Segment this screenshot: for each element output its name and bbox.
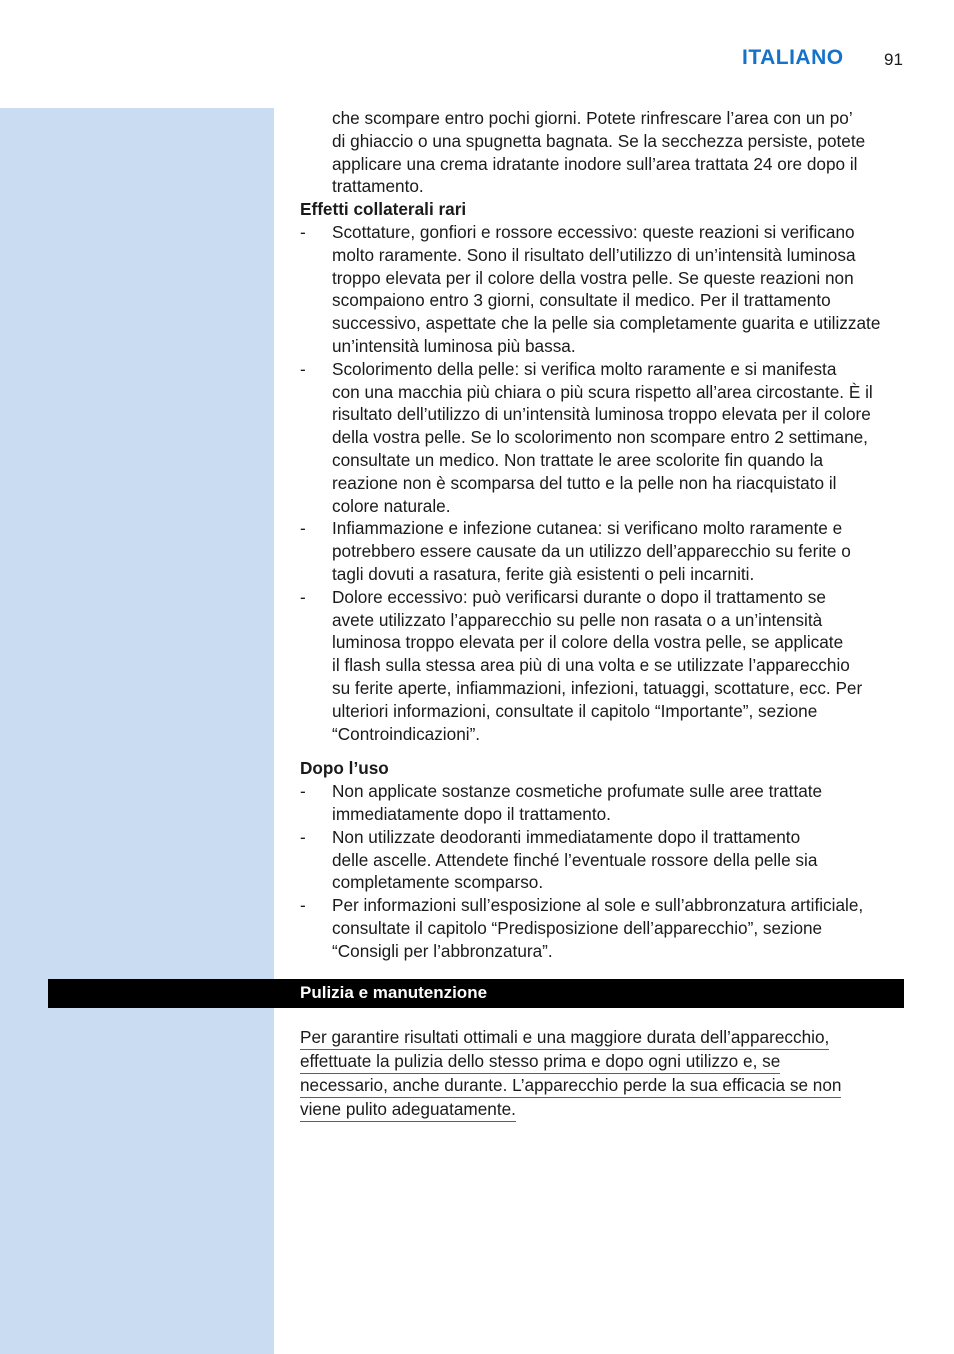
text-line: reazione non è scomparsa del tutto e la pelle non ha riacquistato il: [332, 472, 837, 493]
bullet-dash: -: [300, 586, 306, 607]
text-line: Scottature, gonfiori e rossore eccessivo: queste reazioni si verificano: [332, 221, 855, 242]
sidebar-panel: [0, 108, 274, 1354]
bullet-dash: -: [300, 221, 306, 242]
text-line: troppo elevata per il colore della vostra pelle. Se queste reazioni non: [332, 267, 854, 288]
intro-line: Per garantire risultati ottimali e una maggiore durata dell’apparecchio,: [300, 1026, 829, 1050]
text-line: completamente scomparso.: [332, 872, 544, 893]
text-line: Non applicate sostanze cosmetiche profumate sulle aree trattate: [332, 781, 823, 802]
intro-paragraph: [300, 107, 910, 198]
text-line: Non utilizzate deodoranti immediatamente dopo il trattamento: [332, 826, 801, 847]
text-line: il flash sulla stessa area più di una volta e se utilizzate l’apparecchio: [332, 655, 850, 676]
text-line: trattamento.: [332, 176, 424, 197]
text-line: tagli dovuti a rasatura, ferite già esistenti o peli incarniti.: [332, 563, 755, 584]
section-title: Pulizia e manutenzione: [300, 983, 488, 1002]
bullet-dash: -: [300, 358, 306, 379]
text-line: molto raramente. Sono il risultato dell’utilizzo di un’intensità luminosa: [332, 244, 856, 265]
text-line: della vostra pelle. Se lo scolorimento non scompare entro 2 settimane,: [332, 427, 868, 448]
list-item: [300, 586, 910, 746]
rare-side-effects-heading: Effetti collaterali rari: [300, 199, 467, 220]
text-line: delle ascelle. Attendete finché l’eventuale rossore della pelle sia: [332, 849, 818, 870]
list-item: [300, 358, 910, 518]
section-intro: [300, 1026, 900, 1122]
text-line: colore naturale.: [332, 495, 451, 516]
bullet-dash: -: [300, 518, 306, 539]
text-line: Scolorimento della pelle: si verifica molto raramente e si manifesta: [332, 358, 837, 379]
intro-line: necessario, anche durante. L’apparecchio perde la sua efficacia se non: [300, 1074, 841, 1098]
text-line: scompaiono entro 3 giorni, consultate il medico. Per il trattamento: [332, 290, 831, 311]
section-header-bar: [48, 979, 904, 1008]
list-item: [300, 221, 910, 358]
text-line: applicare una crema idratante inodore sull’area trattata 24 ore dopo il: [332, 153, 858, 174]
after-use-heading: Dopo l’uso: [300, 758, 389, 779]
text-line: un’intensità luminosa più bassa.: [332, 335, 576, 356]
page-number: 91: [884, 50, 903, 69]
text-line: di ghiaccio o una spugnetta bagnata. Se la secchezza persiste, potete: [332, 130, 866, 151]
text-line: “Consigli per l’abbronzatura”.: [332, 940, 553, 961]
language-label: ITALIANO: [742, 46, 844, 69]
list-item: [300, 517, 910, 585]
text-line: Infiammazione e infezione cutanea: si verificano molto raramente e: [332, 518, 843, 539]
text-line: consultate un medico. Non trattate le aree scolorite fin quando la: [332, 449, 824, 470]
body-text: [300, 107, 910, 962]
intro-line: viene pulito adeguatamente.: [300, 1098, 516, 1122]
text-line: consultate il capitolo “Predisposizione dell’apparecchio”, sezione: [332, 917, 823, 938]
list-item: [300, 894, 910, 962]
text-line: successivo, aspettate che la pelle sia completamente guarita e utilizzate: [332, 313, 881, 334]
text-line: con una macchia più chiara o più scura rispetto all’area circostante. È il: [332, 381, 873, 402]
bullet-dash: -: [300, 781, 306, 802]
text-line: Dolore eccessivo: può verificarsi durante o dopo il trattamento se: [332, 586, 826, 607]
intro-line: effettuate la pulizia dello stesso prima e dopo ogni utilizzo e, se: [300, 1050, 780, 1074]
list-item: [300, 826, 910, 894]
text-line: immediatamente dopo il trattamento.: [332, 803, 611, 824]
text-line: avete utilizzato l’apparecchio su pelle non rasata o a un’intensità: [332, 609, 823, 630]
bullet-dash: -: [300, 895, 306, 916]
text-line: Per informazioni sull’esposizione al sole e sull’abbronzatura artificiale,: [332, 895, 864, 916]
text-line: che scompare entro pochi giorni. Potete rinfrescare l’area con un po’: [332, 108, 853, 128]
text-line: “Controindicazioni”.: [332, 723, 481, 744]
list-item: [300, 780, 910, 826]
text-line: luminosa troppo elevata per il colore della vostra pelle, se applicate: [332, 632, 844, 653]
text-line: potrebbero essere causate da un utilizzo dell’apparecchio su ferite o: [332, 541, 851, 562]
text-line: ulteriori informazioni, consultate il capitolo “Importante”, sezione: [332, 700, 818, 721]
bullet-dash: -: [300, 826, 306, 847]
text-line: risultato dell’utilizzo di un’intensità luminosa troppo elevata per il colore: [332, 404, 871, 425]
text-line: su ferite aperte, infiammazioni, infezioni, tatuaggi, scottature, ecc. Per: [332, 677, 863, 698]
